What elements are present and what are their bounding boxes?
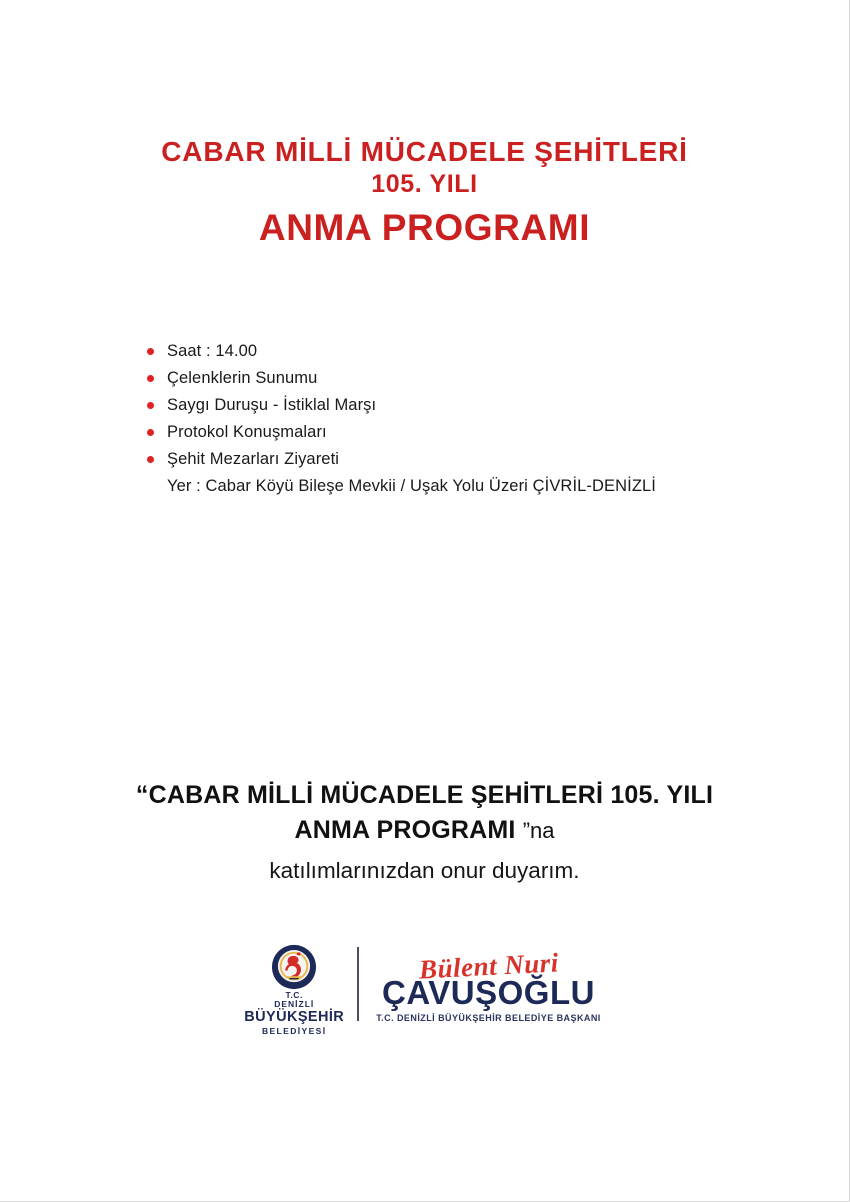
list-item xyxy=(147,421,767,445)
invitation-line-2-main: ANMA PROGRAMI xyxy=(294,815,523,844)
municipality-name-label: BÜYÜKŞEHİR xyxy=(244,1009,345,1026)
program-item-label: Saat : 14.00 xyxy=(167,342,258,360)
invitation-block xyxy=(0,780,849,885)
list-item xyxy=(147,448,767,472)
municipality-city-label: DENİZLİ xyxy=(274,999,315,1010)
municipality-sub-label: BELEDİYESİ xyxy=(261,1026,327,1036)
list-item xyxy=(147,394,767,418)
program-item-label: Saygı Duruşu - İstiklal Marşı xyxy=(167,395,377,414)
invitation-line-1: “CABAR MİLLİ MÜCADELE ŞEHİTLERİ 105. YILI xyxy=(135,781,714,809)
program-list xyxy=(147,340,767,499)
poster-heading xyxy=(0,136,849,249)
program-item-label: Protokol Konuşmaları xyxy=(167,422,327,441)
program-item-label: Çelenklerin Sunumu xyxy=(167,368,318,387)
bullet-icon xyxy=(147,375,154,382)
program-venue-label: Yer : Cabar Köyü Bileşe Mevkii / Uşak Yolu Üzeri ÇİVRİL-DENİZLİ xyxy=(167,476,656,495)
invitation-line-2 xyxy=(0,815,849,846)
bullet-icon xyxy=(147,429,154,436)
bullet-icon xyxy=(147,456,154,463)
municipality-tc-label: T.C. xyxy=(285,990,303,1000)
denizli-rooster-seal-icon xyxy=(271,944,317,990)
program-item-label: Şehit Mezarları Ziyareti xyxy=(167,449,340,468)
heading-line-3: ANMA PROGRAMI xyxy=(258,206,591,248)
heading-line-1: CABAR MİLLİ MÜCADELE ŞEHİTLERİ xyxy=(161,136,688,167)
list-item xyxy=(147,340,767,364)
bullet-icon xyxy=(147,402,154,409)
footer-divider xyxy=(357,947,359,1021)
invitation-line-2-suffix: ”na xyxy=(522,817,555,843)
mayor-surname: ÇAVUŞOĞLU xyxy=(382,974,595,1012)
list-item xyxy=(147,367,767,391)
invitation-line-3: katılımlarınızdan onur duyarım. xyxy=(269,858,580,883)
municipality-logo xyxy=(244,944,345,1036)
heading-line-2: 105. YILI xyxy=(371,170,478,199)
mayor-title-label: T.C. DENİZLİ BÜYÜKŞEHİR BELEDİYE BAŞKANI xyxy=(376,1012,601,1023)
bullet-icon xyxy=(147,348,154,355)
mayor-first-name: Bülent Nuri xyxy=(417,947,560,985)
mayor-signature xyxy=(376,947,601,1027)
footer-signature-block xyxy=(0,944,849,1036)
municipality-logo-text xyxy=(244,991,344,1036)
